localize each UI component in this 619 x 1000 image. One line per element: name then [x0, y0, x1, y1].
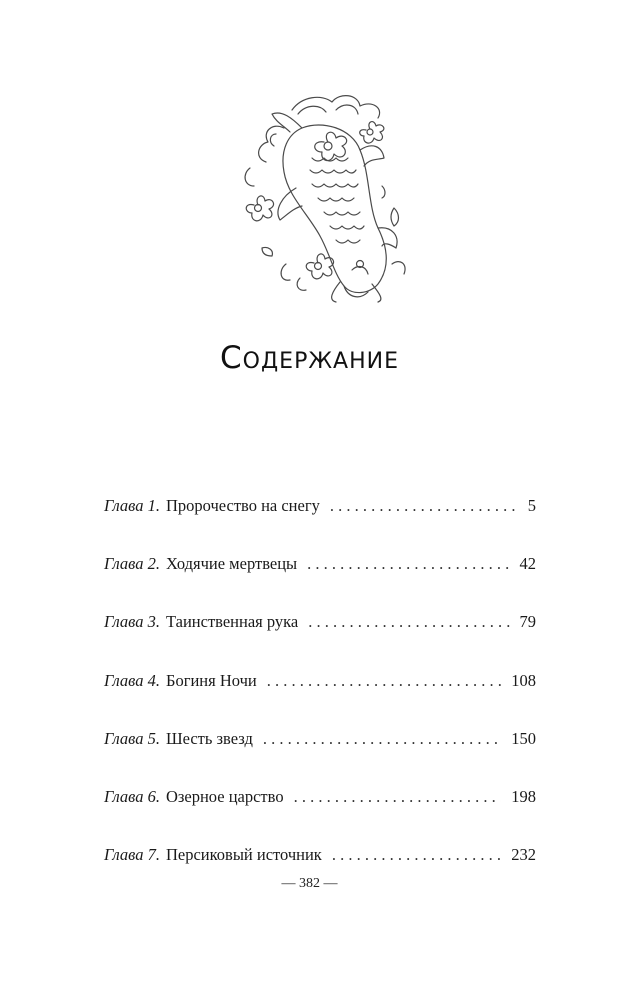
- dot-leader: [267, 671, 502, 691]
- dot-leader: [263, 729, 501, 749]
- chapter-number: Глава 3.: [104, 612, 160, 632]
- chapter-number: Глава 7.: [104, 845, 160, 865]
- chapter-title: Персиковый источник: [165, 845, 322, 865]
- dot-leader: [308, 612, 509, 632]
- dot-leader: [294, 787, 502, 807]
- toc-entry[interactable]: [104, 671, 536, 729]
- chapter-number: Глава 4.: [104, 670, 160, 690]
- toc-entry[interactable]: [104, 787, 536, 845]
- toc-entry[interactable]: [104, 845, 536, 903]
- page-title: Содержание: [220, 340, 399, 376]
- chapter-number: Глава 2.: [104, 554, 160, 574]
- chapter-number: Глава 5.: [104, 728, 160, 748]
- table-of-contents: [104, 496, 536, 903]
- toc-entry[interactable]: [104, 496, 536, 554]
- chapter-number: Глава 6.: [104, 786, 160, 806]
- dot-leader: [332, 845, 501, 865]
- dot-leader: [307, 554, 509, 574]
- chapter-title: Озерное царство: [165, 786, 284, 806]
- page-number: 150: [511, 728, 536, 748]
- chapter-title: Пророчество на снегу: [165, 496, 320, 515]
- chapter-title: Богиня Ночи: [165, 670, 257, 690]
- chapter-number: Глава 1.: [104, 496, 160, 515]
- page-number: 79: [519, 612, 536, 632]
- page-number: 108: [511, 670, 536, 690]
- chapter-title: Таинственная рука: [165, 612, 299, 632]
- toc-entry[interactable]: [104, 554, 536, 612]
- toc-entry[interactable]: [104, 612, 536, 670]
- page-folio: — 382 —: [281, 876, 338, 891]
- chapter-title: Шесть звезд: [165, 728, 253, 748]
- dot-leader: [330, 496, 516, 516]
- page-number: 5: [527, 496, 536, 515]
- chapter-title: Ходячие мертвецы: [165, 554, 298, 574]
- page-number: 42: [519, 554, 536, 574]
- koi-fish-ornament-icon: [232, 88, 412, 303]
- toc-entry[interactable]: [104, 729, 536, 787]
- page-number: 232: [511, 845, 536, 865]
- page-number: 198: [511, 786, 536, 806]
